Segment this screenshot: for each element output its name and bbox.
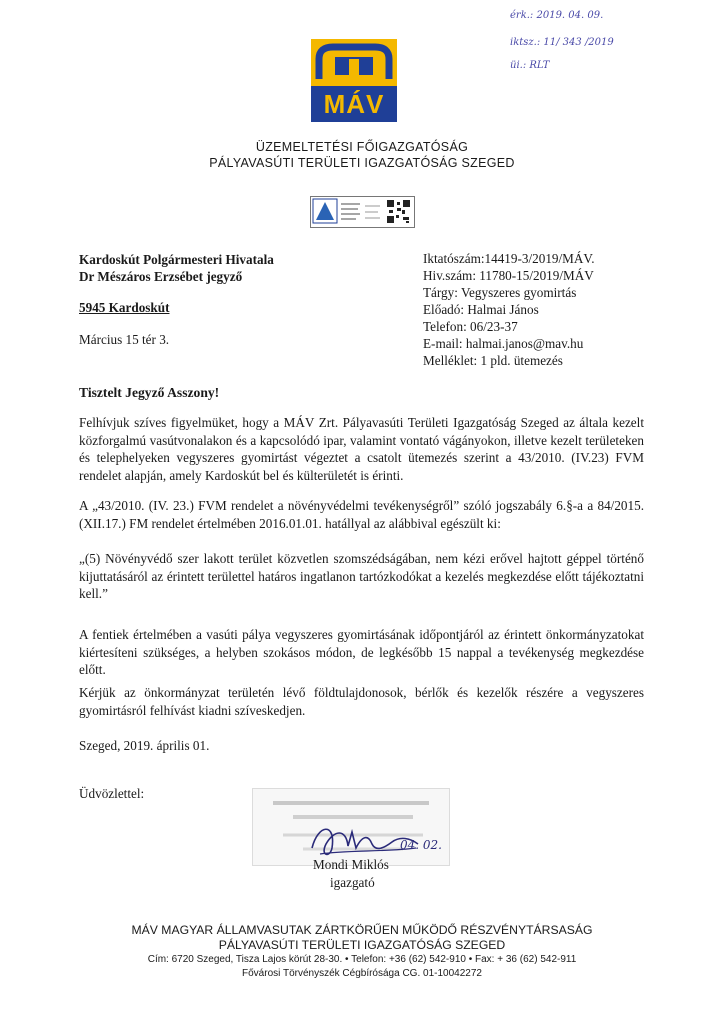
logo-emblem [311,39,397,86]
footer-company-name: MÁV MAGYAR ÁLLAMVASUTAK ZÁRTKÖRŰEN MŰKÖDŐ RÉSZVÉNYTÁRSASÁG [131,923,593,937]
body-paragraph-2: A „43/2010. (IV. 23.) FVM rendelet a növényvédelmi tevékenységről” szóló jogszabály 6.§-a a 84/2015. (XII.17.) FM rendelet értelmében 2016.01.01. hatállyal az alábbival egészült ki: [79,498,644,531]
handwritten-file-number: iktsz.: 11/ 343 /2019 [510,37,614,48]
body-paragraph-1: Felhívjuk szíves figyelmüket, hogy a MÁV Zrt. Pályavasúti Területi Igazgatóság Szeged az általa kezelt közforgalmú vasútvonalakon és a kapcsolódó ipar, valamint vontató vágányokon, illetve kezelt területeken és telephelyeken vegyszeres gyomirtást végeztet a csatolt ütemezés szerint a 43/2010. (IV.23) FVM rendelet alapján, amely Kardoskút bel és külterületét is érinti. [79,415,644,483]
footer-address-contacts: Cím: 6720 Szeged, Tisza Lajos körút 28-30. • Telefon: +36 (62) 542-910 • Fax: + 36 (62) 542-911 [147,954,577,965]
body-paragraph-5: Kérjük az önkormányzat területén lévő földtulajdonosok, bérlők és kezelők részére a vegyszeres gyomirtásról felhívást kiadni szíveskedjen. [79,685,644,718]
body-paragraph-4: A fentiek értelmében a vasúti pálya vegyszeres gyomirtásának időpontjáról az érintett önkormányzatokat kiértesíteni szükséges, a helyben szokásos módon, de legkésőbb 15 nappal a tevékenység megkezdése előtt. [79,627,644,677]
certification-badges [310,196,415,228]
meta-reference-number: Hiv.szám: 11780-15/2019/MÁV [423,268,594,283]
recipient-street: Március 15 tér 3. [79,332,170,347]
meta-phone: Telefon: 06/23-37 [423,319,518,334]
meta-attachment: Melléklet: 1 pld. ütemezés [423,353,563,368]
header-directorate: ÜZEMELTETÉSI FŐIGAZGATÓSÁG [255,140,469,154]
closing: Üdvözlettel: [79,786,145,801]
recipient-name: Kardoskút Polgármesteri Hivatala [79,252,274,267]
recipient-person: Dr Mészáros Erzsébet jegyző [79,269,243,284]
header-regional-office: PÁLYAVASÚTI TERÜLETI IGAZGATÓSÁG SZEGED [209,156,515,170]
meta-case-officer: Előadó: Halmai János [423,302,539,317]
mav-logo [311,39,397,122]
meta-subject: Tárgy: Vegyszeres gyomirtás [423,285,577,300]
handwritten-assignee: üi.: RLT [510,60,550,71]
date-line: Szeged, 2019. április 01. [79,738,210,753]
footer-registry: Fővárosi Törvényszék Cégbírósága CG. 01-10042272 [242,968,482,979]
signatory-name: Mondi Miklós [313,857,389,872]
signature-handwritten-date: 04. 02. [400,838,442,852]
meta-email: E-mail: halmai.janos@mav.hu [423,336,584,351]
handwritten-received-date: érk.: 2019. 04. 09. [510,10,604,21]
recipient-zip-city: 5945 Kardoskút [79,300,170,315]
logo-wordmark: MÁV [311,86,397,122]
footer-office-name: PÁLYAVASÚTI TERÜLETI IGAZGATÓSÁG SZEGED [218,938,506,952]
meta-file-number: Iktatószám:14419-3/2019/MÁV. [423,251,595,266]
signatory-title: igazgató [330,875,375,890]
body-paragraph-3-quote: „(5) Növényvédő szer lakott terület közvetlen szomszédságában, nem kézi erővel hajtott géppel történő kijuttatásáról az érintett területtel határos ingatlanon tartózkodókat a kezelés megkezdése előtt tájékoztatni kell.” [79,551,644,601]
salutation: Tisztelt Jegyző Asszony! [79,385,220,400]
